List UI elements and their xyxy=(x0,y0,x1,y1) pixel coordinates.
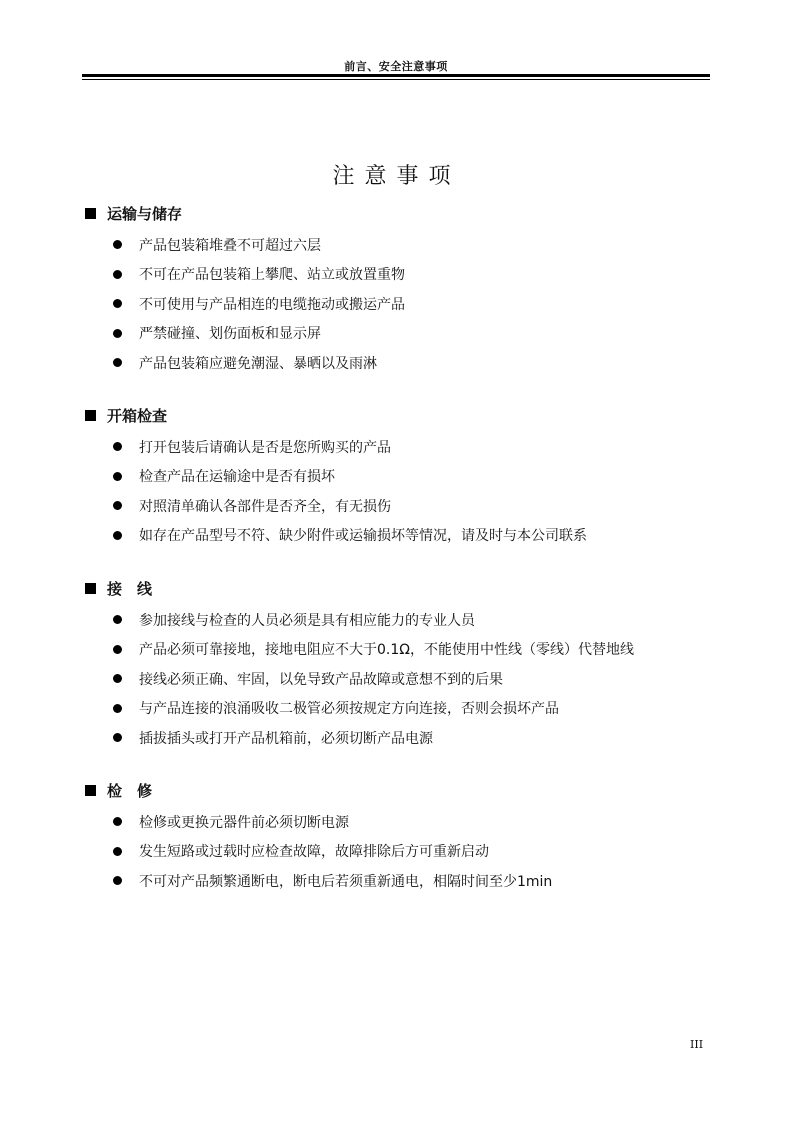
list-item-text: 参加接线与检查的人员必须是具有相应能力的专业人员 xyxy=(139,612,475,629)
section-heading-text: 开箱检查 xyxy=(107,406,168,425)
list-item xyxy=(85,635,725,665)
list-item xyxy=(85,348,725,378)
list-item xyxy=(85,664,725,694)
list-item-text: 不可对产品频繁通断电，断电后若须重新通电，相隔时间至少1min xyxy=(139,873,553,890)
section-heading xyxy=(85,404,725,426)
list-item-text: 插拔插头或打开产品机箱前，必须切断产品电源 xyxy=(139,730,433,747)
list-item-text: 产品包装箱堆叠不可超过六层 xyxy=(139,237,321,254)
list-item-text: 打开包装后请确认是否是您所购买的产品 xyxy=(139,439,391,456)
list-item xyxy=(85,289,725,319)
page-number: III xyxy=(690,1038,704,1051)
list-item-text: 与产品连接的浪涌吸收二极管必须按规定方向连接，否则会损坏产品 xyxy=(139,701,559,718)
bullet-dot-icon xyxy=(113,615,122,624)
list-item-text: 对照清单确认各部件是否齐全，有无损伤 xyxy=(139,498,391,515)
list-item xyxy=(85,837,725,867)
bullet-dot-icon xyxy=(113,733,122,742)
list-item-text: 接线必须正确、牢固，以免导致产品故障或意想不到的后果 xyxy=(139,671,503,688)
section-transport-storage xyxy=(85,202,725,378)
bullet-dot-icon xyxy=(113,329,122,338)
list-item xyxy=(85,491,725,521)
list-item-text: 不可使用与产品相连的电缆拖动或搬运产品 xyxy=(139,296,405,313)
bullet-dot-icon xyxy=(113,645,122,654)
header-rule-thick xyxy=(82,74,710,77)
list-item-text: 产品包装箱应避免潮湿、暴晒以及雨淋 xyxy=(139,355,377,372)
list-item-text: 发生短路或过载时应检查故障，故障排除后方可重新启动 xyxy=(139,844,489,861)
section-heading xyxy=(85,577,725,599)
bullet-dot-icon xyxy=(113,817,122,826)
square-bullet-icon xyxy=(85,208,96,219)
bullet-dot-icon xyxy=(113,358,122,367)
bullet-dot-icon xyxy=(113,270,122,279)
bullet-dot-icon xyxy=(113,531,122,540)
page-title: 注意事项 xyxy=(332,163,461,189)
item-list xyxy=(85,605,725,753)
square-bullet-icon xyxy=(85,583,96,594)
square-bullet-icon xyxy=(85,410,96,421)
list-item-text: 检查产品在运输途中是否有损坏 xyxy=(139,469,335,486)
section-heading-text: 检 修 xyxy=(107,781,153,800)
section-wiring xyxy=(85,577,725,753)
section-heading xyxy=(85,779,725,801)
bullet-dot-icon xyxy=(113,299,122,308)
section-heading xyxy=(85,202,725,224)
bullet-dot-icon xyxy=(113,501,122,510)
list-item xyxy=(85,462,725,492)
section-heading-text: 运输与储存 xyxy=(107,204,183,223)
list-item-text: 产品必须可靠接地，接地电阻应不大于0.1Ω，不能使用中性线（零线）代替地线 xyxy=(139,642,634,659)
section-unpacking-inspection xyxy=(85,404,725,550)
list-item-text: 检修或更换元器件前必须切断电源 xyxy=(139,814,349,831)
section-heading-text: 接 线 xyxy=(107,579,153,598)
list-item xyxy=(85,319,725,349)
list-item-text: 不可在产品包装箱上攀爬、站立或放置重物 xyxy=(139,267,405,284)
list-item-text: 如存在产品型号不符、缺少附件或运输损坏等情况，请及时与本公司联系 xyxy=(139,528,587,545)
square-bullet-icon xyxy=(85,785,96,796)
bullet-dot-icon xyxy=(113,472,122,481)
bullet-dot-icon xyxy=(113,674,122,683)
list-item xyxy=(85,694,725,724)
bullet-dot-icon xyxy=(113,847,122,856)
item-list xyxy=(85,230,725,378)
list-item-text: 严禁碰撞、划伤面板和显示屏 xyxy=(139,326,321,343)
bullet-dot-icon xyxy=(113,704,122,713)
bullet-dot-icon xyxy=(113,442,122,451)
list-item xyxy=(85,807,725,837)
bullet-dot-icon xyxy=(113,876,122,885)
list-item xyxy=(85,432,725,462)
list-item xyxy=(85,521,725,551)
item-list xyxy=(85,432,725,550)
list-item xyxy=(85,866,725,896)
list-item xyxy=(85,260,725,290)
section-maintenance xyxy=(85,779,725,896)
header-rule-thin xyxy=(82,79,710,80)
running-header: 前言、安全注意事项 xyxy=(344,60,448,73)
list-item xyxy=(85,605,725,635)
list-item xyxy=(85,230,725,260)
list-item xyxy=(85,723,725,753)
item-list xyxy=(85,807,725,896)
bullet-dot-icon xyxy=(113,240,122,249)
